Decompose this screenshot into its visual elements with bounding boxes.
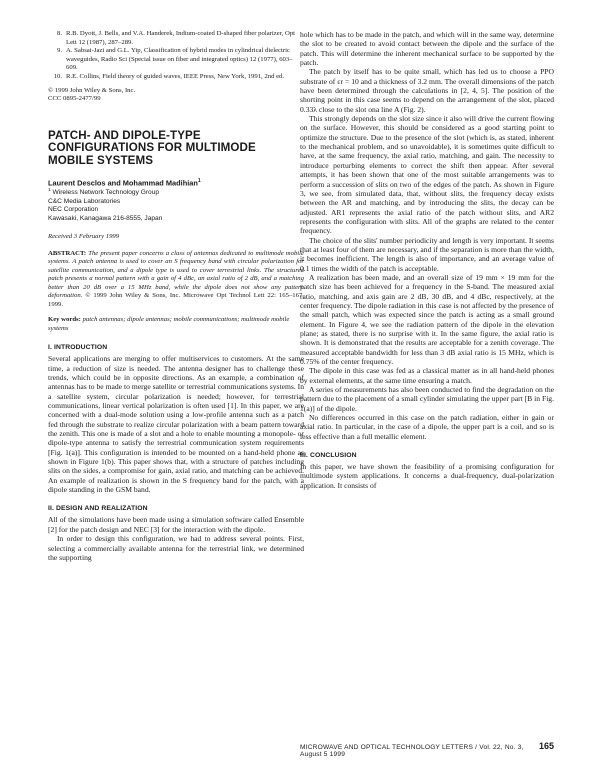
keywords-label: Key words: — [48, 316, 81, 324]
reference-item — [48, 47, 304, 73]
ccc-line: CCC 0895-2477/99 — [48, 95, 101, 103]
section-heading-design: II. DESIGN AND REALIZATION — [48, 505, 148, 513]
right-column — [300, 30, 554, 490]
abstract — [48, 250, 304, 310]
author-line — [48, 177, 304, 187]
abstract-text: The present paper concerns a class of antennas dedicated to multimode mobile systems. A patch antenna is used to cover an S frequency band with circular polarization for satellite communication, and a dipole type is used to cover terrestrial links. The structured patch presents a normal pattern with a gain of 4 dBc, an axial ratio of 2 dB, and a matching better than 20 dB over a 15 MHz band, while the dipole does not show any pattern deformation. — [48, 249, 304, 300]
article-title — [48, 130, 304, 167]
section-heading-conclusion: III. CONCLUSION — [300, 452, 357, 460]
body-paragraph: The patch by itself has to be quite small, which has led us to choose a PPO substrate of εr = 10 and a thickness of 3.2 mm. The overall dimensions of the patch have been determined through the calculations in [2, 4, 5]. The position of the shorting point in this case seems to depend on the arrangement of the slot, placed 0.33λ close to the slot ona line A (Fig. 2). — [300, 67, 554, 114]
title-line: CONFIGURATIONS FOR MULTIMODE — [48, 141, 256, 155]
reference-number: 10. — [53, 72, 62, 80]
reference-text: A. Sabsai-Jazi and G.L. Yip, Classification of hybrid modes in cylindrical dielectric waveguides, Radio Sci (Special issue on fiber and integrated optics) 12 (1977), 603–609. — [66, 47, 293, 72]
body-paragraph: In this paper, we have shown the feasibility of a promising configuration for multimode system applications. It concerns a dual-frequency, dual-polarization application. It consists of — [300, 462, 554, 490]
previous-article-copyright — [48, 87, 304, 104]
abstract-label: ABSTRACT: — [48, 249, 87, 257]
received-date: Received 3 February 1999 — [48, 232, 120, 240]
reference-list — [48, 30, 304, 82]
reference-text: R.E. Collins, Field theory of guided waves, IEEE Press, New York, 1991, 2nd ed. — [66, 72, 285, 80]
reference-item — [48, 73, 304, 82]
reference-number: 9. — [56, 47, 62, 55]
body-paragraph: The choice of the slits' number periodicity and length is very important. It seems that at least four of them are necessary, and if the separation is more than the width, it becomes inefficient. The length is also of importance, and an average value of 0.1 times the width of the patch is acceptable. — [300, 235, 554, 273]
running-head: MICROWAVE AND OPTICAL TECHNOLOGY LETTERS / Vol. 22, No. 3, August 5 1999 — [300, 744, 524, 758]
title-line: MOBILE SYSTEMS — [48, 153, 154, 167]
keywords-text: patch antennas; dipole antennas; mobile communications; multimode mobile systems — [48, 316, 290, 332]
author-footnote-mark: 1 — [197, 177, 201, 184]
body-paragraph: The dipole in this case was fed as a classical matter as in all hand-held phones by external elements, at the same time ensuring a match. — [300, 366, 554, 385]
body-paragraph: No differences occurred in this case on the patch radiation, either in gain or axial ratio. In particular, in the case of a dipole, the upper part is a coil, and so is less effective than a full metallic element. — [300, 413, 554, 441]
author-name: and Mohammad Madihian — [105, 178, 198, 188]
section-heading-introduction: I. INTRODUCTION — [48, 344, 108, 352]
affiliation-line: C&C Media Laboratories — [48, 197, 121, 205]
body-paragraph: hole which has to be made in the patch, and which will in the same way, determine the slot to be created to avoid contact between the dipole and the surface of the patch. This will determine the inherent mechanical surface to be supported by the patch. — [300, 30, 554, 68]
affiliation-footnote-mark: 1 — [48, 188, 51, 194]
title-line: PATCH- AND DIPOLE-TYPE — [48, 128, 201, 142]
author-name: Laurent Desclos — [48, 178, 106, 188]
body-paragraph: All of the simulations have been made using a simulation software called Ensemble [2] for the patch design and NEC [3] for the interaction with the dipole. — [48, 515, 304, 534]
reference-item — [48, 30, 304, 47]
affiliation — [48, 187, 304, 222]
body-paragraph: In order to design this configuration, we had to address several points. First, selecting a commercially available antenna for the terrestrial link, we determined the supporting — [48, 534, 304, 562]
affiliation-text: Wireless Network Technology Group — [52, 189, 160, 197]
reference-number: 8. — [56, 30, 62, 37]
body-paragraph: This strongly depends on the slot size since it also will drive the current flowing on the surface. However, this should be considered as a good starting point to optimize the structure. Due to the presence of the slot (which is, as stated, inherent to the mechanical problem, and so unavoidable), it is sometimes quite difficult to have, at the same frequency, the axial ratio, matching, and gain. The necessity to introduce perturbing elements to correct the shift then appear. After several attempts, it has been shown that one of the most suitable arrangements was to perform a succession of slits on two of the edges of the patch. As shown in Figure 3, we see, from simulated data, that, without slits, the frequency decay exists between the AR and matching, and by introducing the slits, the decay can be adjusted. AR1 represents the axial ratio of the patch without slits, and AR2 represents the configuration with slits. All of the graphs are related to the center frequency. — [300, 114, 554, 236]
left-column — [48, 30, 304, 562]
body-paragraph: A realization has been made, and an overall size of 19 mm × 19 mm for the patch size has been achieved for a frequency in the S-band. The measured axial ratio, matching, and axis gain are 2 dB, 30 dB, and 4 dBc, respectively, at the center frequency. The dipole radiation in this case is not affected by the presence of the small patch, which was expected since the patch is acting as a small ground element. In Figure 4, we see the radiation pattern of the dipole in the elevation plane; as stated, there is no surprise with it. In the same figure, the axial ratio is shown. It is demonstrated that the results are acceptable for a zenith coverage. The measured acceptable bandwidth for less than 3 dB axial ratio is 15 MHz, which is 0.75% of the center frequency. — [300, 272, 554, 367]
body-paragraph: Several applications are merging to offer multiservices to customers. At the same time, a reduction of size is needed. The antenna designer has to challenge these trends, which could be in opposite directions. As an example, a combination of antennas has to be made to merge satellite or terrestrial communications systems. In a satellite system, circular polarization is needed; however, for terrestrial communications, linear vertical polarization is often used [1]. In this paper, we are concerned with a dual-mode solution using a low-profile antenna such as a patch fed through the substrate to realize circular polarization with a beam pattern toward the zenith. This one is made of a slot and a hole to enable mounting a monopole- or dipole-type antenna to satisfy the terrestrial communication system requirements [Fig. 1(a)]. This configuration is intended to be mounted on a hand-held phone as shown in Figure 1(b). This paper shows that, with a structure of patches including slits on the sides, a compromise for gain, axial ratio, and matching can be achieved. An example of realization is shown in the S frequency band for the patch, with a dipole standing in the GSM band. — [48, 354, 304, 495]
keywords — [48, 316, 304, 333]
copyright-line: © 1999 John Wiley & Sons, Inc. — [48, 86, 136, 94]
affiliation-line: NEC Corporation — [48, 206, 99, 214]
affiliation-line — [48, 187, 304, 197]
abstract-citation: © 1999 John Wiley & Sons, Inc. Microwave Opt Technol Lett 22: 165–167, 1999. — [48, 292, 304, 308]
affiliation-line: Kawasaki, Kanagawa 216-8555, Japan — [48, 214, 163, 222]
body-paragraph: A series of measurements has also been conducted to find the degradation on the pattern due to the placement of a small cylinder simulating the upper part [B in Fig. 1(a)] of the dipole. — [300, 385, 554, 413]
page-footer — [300, 741, 554, 758]
reference-text: R.B. Dyott, J. Bells, and V.A. Handerek, Indium-coated D-shaped fiber polarizer, Opt Lett 12 (1987), 287–289. — [66, 30, 296, 46]
page-number: 165 — [538, 741, 554, 751]
